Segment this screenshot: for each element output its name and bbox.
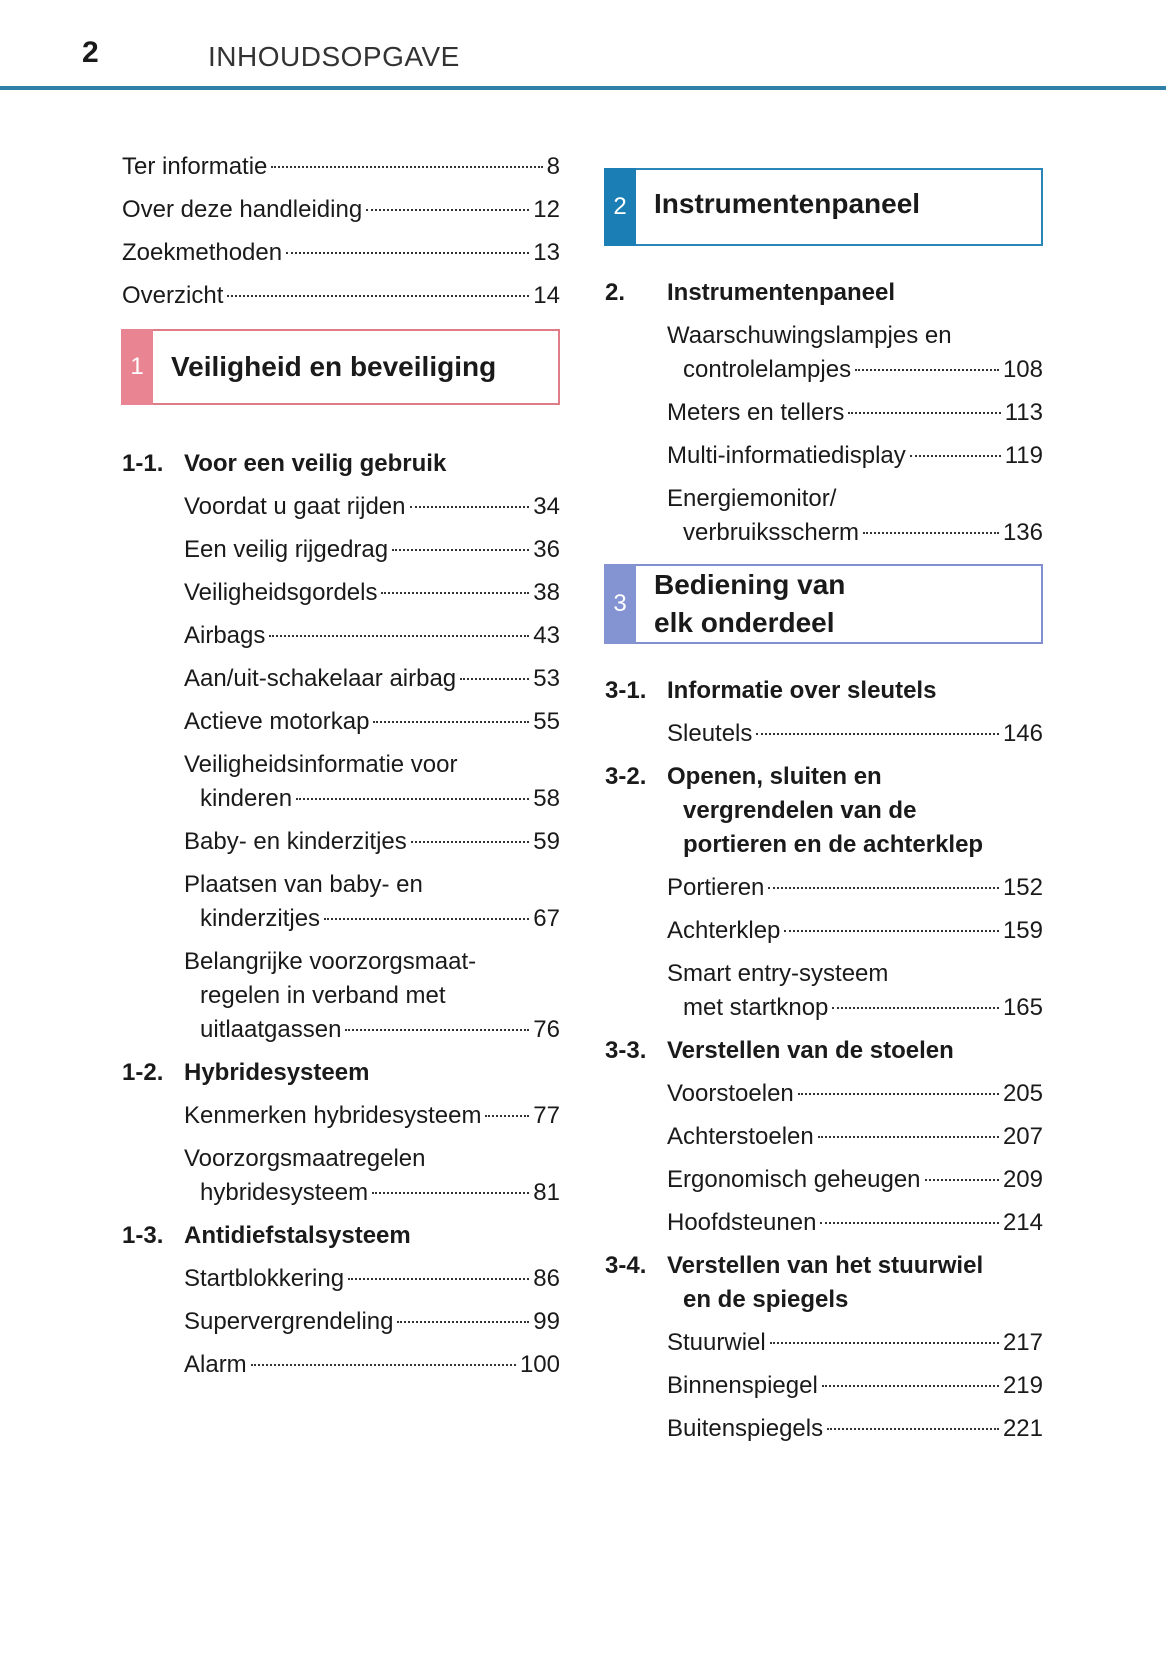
- page-number: 2: [82, 36, 99, 69]
- toc-entry[interactable]: Belangrijke voorzorgsmaat- regelen in verband met uitlaatgassen 76: [184, 948, 560, 1043]
- toc-entry[interactable]: Voorstoelen 205: [667, 1080, 1043, 1107]
- toc-entry[interactable]: Voorzorgsmaatregelen hybridesysteem 81: [184, 1145, 560, 1206]
- toc-entry[interactable]: Buitenspiegels 221: [667, 1415, 1043, 1442]
- toc-entry[interactable]: Plaatsen van baby- en kinderzitjes 67: [184, 871, 560, 932]
- section-number-tab: 2: [604, 168, 636, 246]
- section-heading-2[interactable]: [604, 168, 1043, 246]
- toc-entry[interactable]: Startblokkering 86: [184, 1265, 560, 1292]
- toc-entry[interactable]: Airbags 43: [184, 622, 560, 649]
- toc-entry[interactable]: Hoofdsteunen 214: [667, 1209, 1043, 1236]
- section-title: Veiligheid en beveiliging: [171, 351, 497, 382]
- toc-entry[interactable]: Binnenspiegel 219: [667, 1372, 1043, 1399]
- toc-entry[interactable]: Smart entry-systeem met startknop 165: [667, 960, 1043, 1021]
- subsection-heading[interactable]: 3-4. Verstellen van het stuurwiel en de spiegels: [605, 1252, 984, 1313]
- toc-entry[interactable]: Ter informatie 8: [122, 153, 560, 180]
- toc-entry[interactable]: Waarschuwingslampjes en controlelampjes 108: [667, 322, 1043, 383]
- subsection-heading[interactable]: 1-2. Hybridesysteem: [122, 1059, 370, 1086]
- toc-entry[interactable]: Voordat u gaat rijden 34: [184, 493, 560, 520]
- section-number-tab: 3: [604, 564, 636, 644]
- toc-entry[interactable]: Over deze handleiding 12: [122, 196, 560, 223]
- section-title: Instrumentenpaneel: [654, 188, 921, 219]
- subsection-heading[interactable]: 1-1. Voor een veilig gebruik: [122, 450, 447, 477]
- toc-entry[interactable]: Zoekmethoden 13: [122, 239, 560, 266]
- toc-entry[interactable]: Alarm 100: [184, 1351, 560, 1378]
- toc-entry[interactable]: Veiligheidsgordels 38: [184, 579, 560, 606]
- toc-entry[interactable]: Ergonomisch geheugen 209: [667, 1166, 1043, 1193]
- toc-entry[interactable]: Overzicht 14: [122, 282, 560, 309]
- section-heading-1[interactable]: [121, 329, 560, 405]
- toc-entry[interactable]: Baby- en kinderzitjes 59: [184, 828, 560, 855]
- subsection-heading[interactable]: 3-3. Verstellen van de stoelen: [605, 1037, 954, 1064]
- section-heading-3[interactable]: [604, 564, 1043, 644]
- toc-entry[interactable]: Achterstoelen 207: [667, 1123, 1043, 1150]
- toc-entry[interactable]: Portieren 152: [667, 874, 1043, 901]
- subsection-heading[interactable]: 3-2. Openen, sluiten en vergrendelen van de portieren en de achterklep: [605, 763, 984, 858]
- toc-entry[interactable]: Veiligheidsinformatie voor kinderen 58: [184, 751, 560, 812]
- toc-entry[interactable]: Sleutels 146: [667, 720, 1043, 747]
- section-title: Bediening van elk onderdeel: [654, 569, 846, 638]
- page-header: [0, 0, 1166, 92]
- toc-entry[interactable]: Supervergrendeling 99: [184, 1308, 560, 1335]
- toc-entry[interactable]: Meters en tellers 113: [667, 399, 1043, 426]
- toc-left-column: [122, 150, 560, 1391]
- toc-right-column: [605, 164, 1043, 1455]
- toc-entry[interactable]: Aan/uit-schakelaar airbag 53: [184, 665, 560, 692]
- toc-entry[interactable]: Achterklep 159: [667, 917, 1043, 944]
- subsection-heading[interactable]: 3-1. Informatie over sleutels: [605, 677, 937, 704]
- subsection-heading[interactable]: 1-3. Antidiefstalsysteem: [122, 1222, 411, 1249]
- subsection-heading[interactable]: 2. Instrumentenpaneel: [605, 279, 896, 306]
- toc-entry[interactable]: Stuurwiel 217: [667, 1329, 1043, 1356]
- toc-entry[interactable]: Energiemonitor/ verbruiksscherm 136: [667, 485, 1043, 546]
- toc-entry[interactable]: Een veilig rijgedrag 36: [184, 536, 560, 563]
- header-divider: [0, 86, 1166, 90]
- page-title: INHOUDSOPGAVE: [208, 41, 460, 72]
- toc-entry[interactable]: Kenmerken hybridesysteem 77: [184, 1102, 560, 1129]
- toc-entry[interactable]: Multi-informatiedisplay 119: [667, 442, 1043, 469]
- toc-entry[interactable]: Actieve motorkap 55: [184, 708, 560, 735]
- section-number-tab: 1: [121, 329, 153, 405]
